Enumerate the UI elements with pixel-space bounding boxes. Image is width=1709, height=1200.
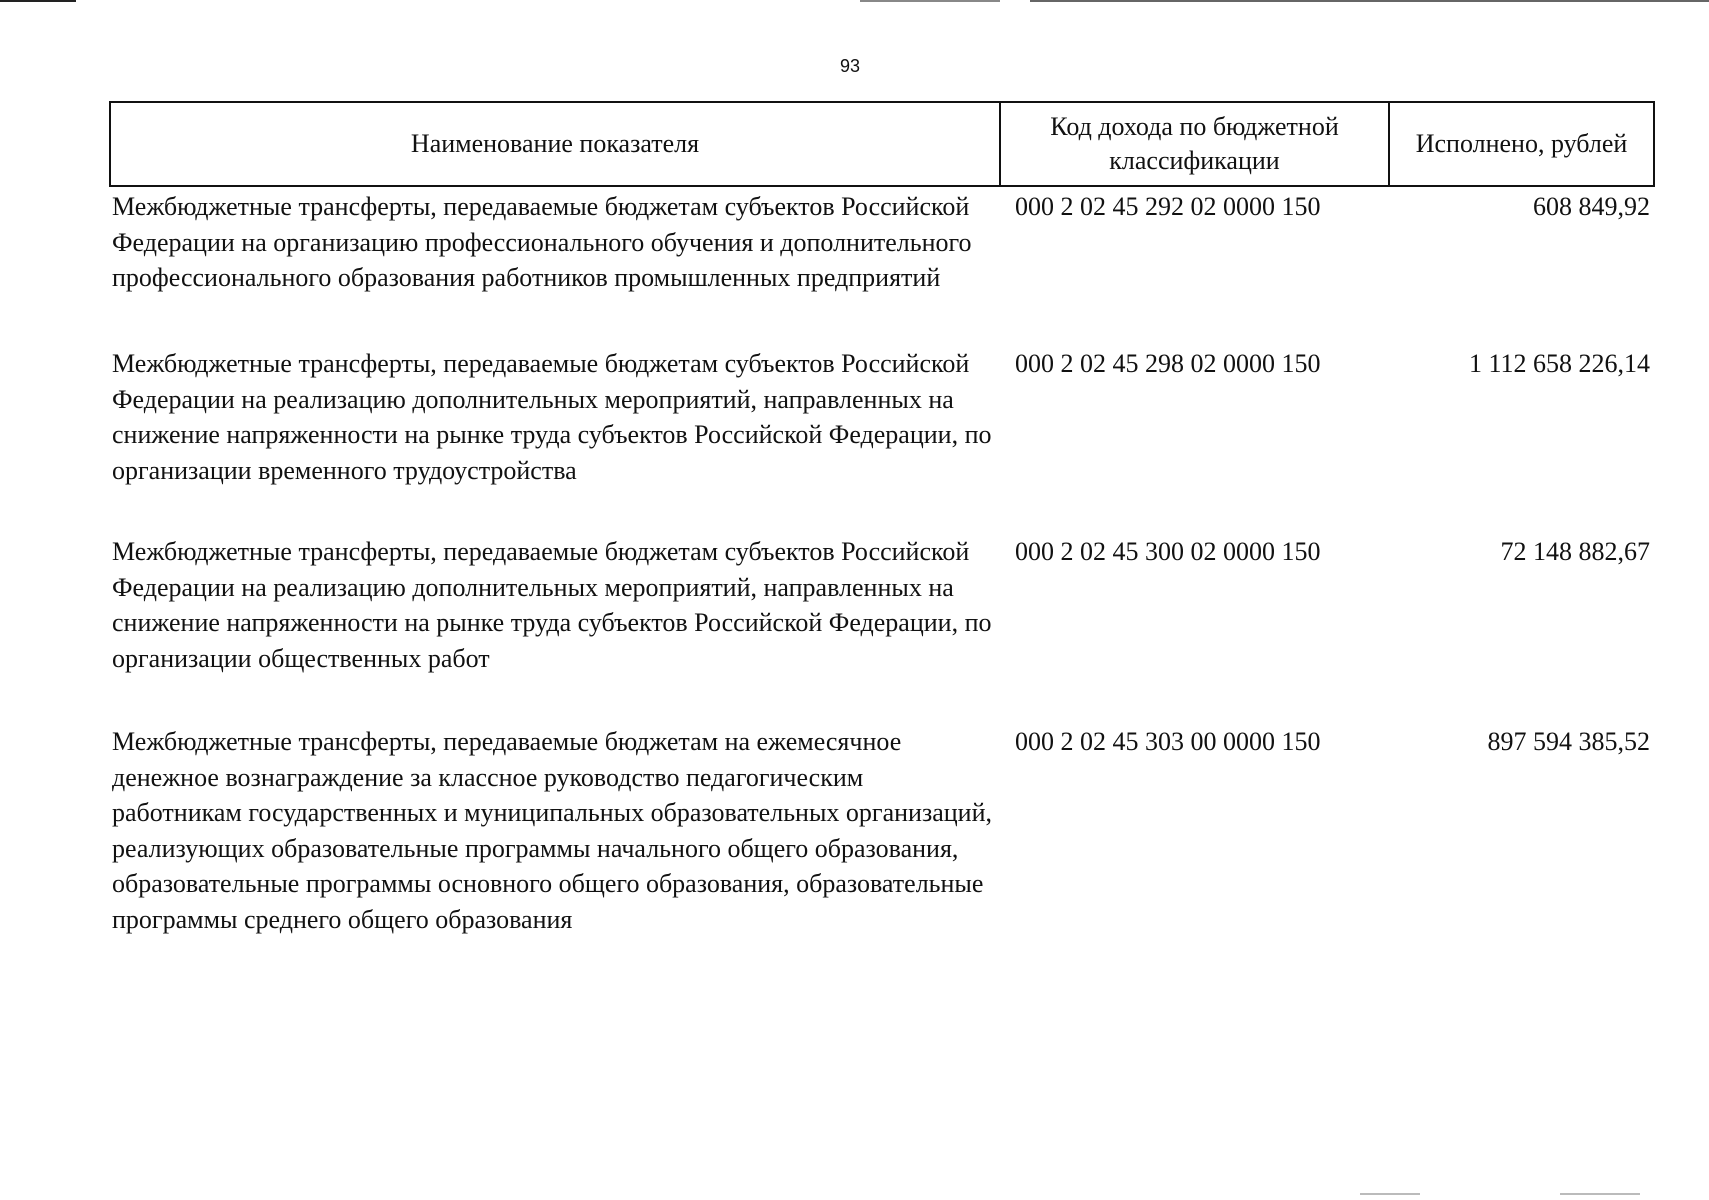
table-row xyxy=(109,534,1655,676)
row-indicator-name: Межбюджетные трансферты, передаваемые бюджетам субъектов Российской Федерации на реализацию дополнительных мероприятий, направленных на снижение напряженности на рынке труда субъектов Российской Федерации, по организации общественных работ xyxy=(112,537,992,673)
table-header xyxy=(109,101,1655,187)
row-indicator-name: Межбюджетные трансферты, передаваемые бюджетам субъектов Российской Федерации на организацию профессионального обучения и дополнительного профессионального образования работников промышленных предприятий xyxy=(112,192,972,292)
table-row xyxy=(109,346,1655,488)
row-income-code: 000 2 02 45 303 00 0000 150 xyxy=(1015,727,1321,756)
scan-speck xyxy=(1560,1193,1640,1195)
page-number: 93 xyxy=(839,56,861,76)
header-income-code: Код дохода по бюджетной классификации xyxy=(1001,103,1390,185)
row-indicator-name: Межбюджетные трансферты, передаваемые бюджетам на ежемесячное денежное вознаграждение за классное руководство педагогическим работникам государственных и муниципальных образовательных организаций, реализующих образовательные программы начального общего образования, образовательные программы основного общего образования, образовательные программы среднего общего образования xyxy=(112,727,993,934)
row-indicator-name: Межбюджетные трансферты, передаваемые бюджетам субъектов Российской Федерации на реализацию дополнительных мероприятий, направленных на снижение напряженности на рынке труда субъектов Российской Федерации, по организации временного трудоустройства xyxy=(112,349,992,485)
row-executed-amount: 72 148 882,67 xyxy=(1500,537,1650,566)
row-income-code: 000 2 02 45 298 02 0000 150 xyxy=(1015,349,1321,378)
row-income-code: 000 2 02 45 300 02 0000 150 xyxy=(1015,537,1321,566)
header-executed-amount: Исполнено, рублей xyxy=(1415,129,1628,158)
row-executed-amount: 897 594 385,52 xyxy=(1487,727,1650,756)
scan-speck xyxy=(1360,1193,1420,1195)
row-executed-amount: 608 849,92 xyxy=(1533,192,1650,221)
header-indicator-name: Наименование показателя xyxy=(111,103,1001,185)
table-row xyxy=(109,189,1655,296)
row-income-code: 000 2 02 45 292 02 0000 150 xyxy=(1015,192,1321,221)
scan-top-edge xyxy=(0,0,1709,2)
table-row xyxy=(109,724,1655,937)
row-executed-amount: 1 112 658 226,14 xyxy=(1468,349,1650,378)
